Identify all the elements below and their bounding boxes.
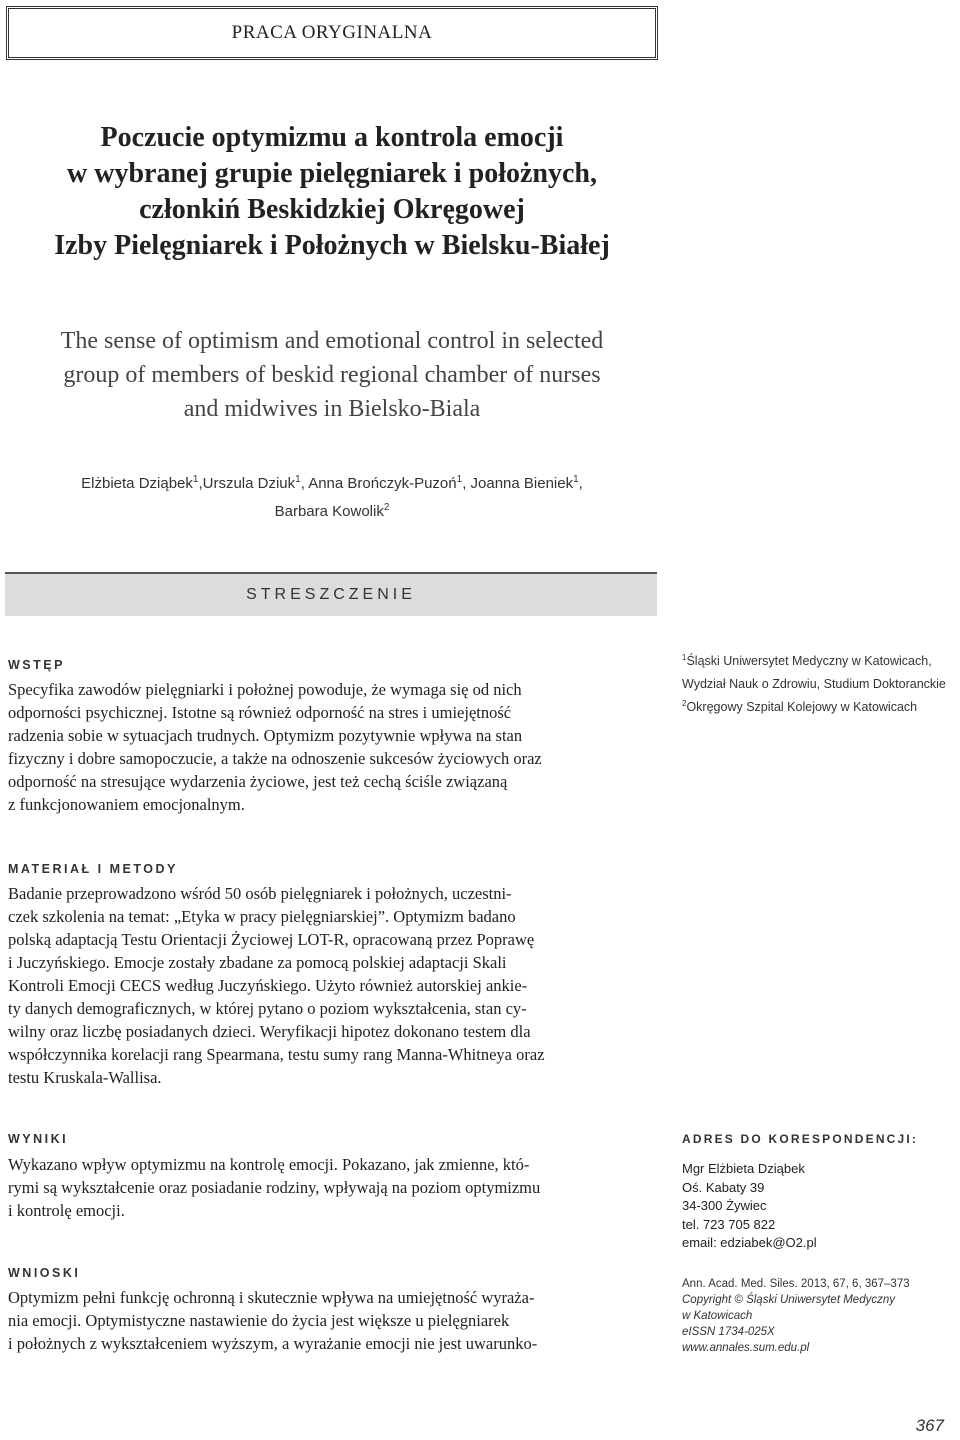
section-heading-results: WYNIKI	[8, 1132, 69, 1146]
author-affil-sup: 2	[383, 502, 390, 513]
page-number: 367	[915, 1416, 944, 1435]
affiliation-sup: 2	[682, 699, 687, 709]
section-body-introduction	[8, 678, 654, 816]
citation-copyright: Copyright © Śląski Uniwersytet Medyczny	[682, 1294, 895, 1306]
abstract-header-label: STRESZCZENIE	[246, 586, 416, 603]
body-line: ty danych demograficznych, w której pytano o poziom wykształcenia, stan cy-	[8, 999, 527, 1018]
body-line: testu Kruskala-Wallisa.	[8, 1068, 162, 1087]
correspondence-line: Oś. Kabaty 39	[682, 1179, 765, 1195]
citation-issn: eISSN 1734-025X	[682, 1326, 775, 1338]
section-heading-methods: MATERIAŁ I METODY	[8, 862, 178, 876]
title-english-line: and midwives in Bielsko-Biala	[183, 396, 481, 422]
correspondence-address	[682, 1160, 957, 1253]
affiliation-text: Wydział Nauk o Zdrowiu, Studium Doktoranckie	[682, 677, 946, 692]
author-affil-sup: 1	[456, 474, 463, 485]
author-name: , Anna Brończyk-Puzoń	[300, 475, 457, 492]
title-polish-line: Izby Pielęgniarek i Położnych w Bielsku-Białej	[54, 230, 610, 261]
body-line: nia emocji. Optymistyczne nastawienie do życia jest większe u pielęgniarek	[8, 1311, 510, 1330]
title-english-line: The sense of optimism and emotional control in selected	[60, 328, 604, 354]
title-polish-line: członkiń Beskidzkiej Okręgowej	[139, 194, 525, 225]
citation-block	[682, 1276, 957, 1356]
body-line: współczynnika korelacji rang Spearmana, testu sumy rang Manna-Whitneya oraz	[8, 1045, 545, 1064]
author-list	[0, 468, 664, 524]
author-name: ,Urszula Dziuk	[198, 475, 296, 492]
correspondence-line: tel. 723 705 822	[682, 1216, 776, 1232]
author-name: Elżbieta Dziąbek	[81, 475, 193, 492]
affiliation-text: Śląski Uniwersytet Medyczny w Katowicach,	[686, 654, 932, 669]
correspondence-heading: ADRES DO KORESPONDENCJI:	[682, 1132, 919, 1146]
citation-website-link[interactable]: www.annales.sum.edu.pl	[682, 1342, 810, 1354]
affiliation-text: Okręgowy Szpital Kolejowy w Katowicach	[686, 700, 918, 715]
author-line	[0, 468, 664, 496]
title-english-line: group of members of beskid regional chamber of nurses	[63, 362, 601, 388]
body-line: Optymizm pełni funkcję ochronną i skutecznie wpływa na umiejętność wyraża-	[8, 1288, 535, 1307]
body-line: i kontrolę emocji.	[8, 1201, 125, 1220]
section-heading-conclusions: WNIOSKI	[8, 1266, 81, 1280]
author-line	[0, 496, 664, 524]
body-line: wilny oraz liczbę posiadanych dzieci. Weryfikacji hipotez dokonano testem dla	[8, 1022, 531, 1041]
correspondence-line: 34-300 Żywiec	[682, 1198, 767, 1213]
affiliation-line	[682, 671, 957, 694]
correspondence-line: Mgr Elżbieta Dziąbek	[682, 1161, 805, 1176]
body-line: rymi są wykształcenie oraz posiadanie rodziny, wpływają na poziom optymizmu	[8, 1178, 541, 1197]
author-name: Barbara Kowolik	[274, 503, 384, 520]
section-body-methods	[8, 882, 654, 1089]
title-polish-line: w wybranej grupie pielęgniarek i położnych,	[67, 158, 597, 189]
body-line: radzenia sobie w sytuacjach trudnych. Optymizm pozytywnie wpływa na stan	[8, 726, 523, 745]
citation-copyright: w Katowicach	[682, 1310, 753, 1322]
body-line: Badanie przeprowadzono wśród 50 osób pielęgniarek i położnych, uczestni-	[8, 884, 512, 903]
title-polish	[0, 120, 664, 264]
body-line: Kontroli Emocji CECS według Juczyńskiego. Użyto również autorskiej ankie-	[8, 976, 528, 995]
abstract-header-bar	[5, 572, 657, 616]
section-heading-introduction: WSTĘP	[8, 658, 65, 672]
body-line: odporność na stresujące wydarzenia życiowe, jest też cechą ściśle związaną	[8, 772, 508, 791]
citation-journal: Ann. Acad. Med. Siles. 2013, 67, 6, 367–373	[682, 1278, 910, 1290]
author-affil-sup: 1	[295, 474, 301, 485]
title-polish-line: Poczucie optymizmu a kontrola emocji	[100, 122, 564, 153]
body-line: i położnych z wykształceniem wyższym, a wyrażanie emocji nie jest uwarunko-	[8, 1334, 538, 1353]
section-body-conclusions	[8, 1286, 654, 1355]
author-affil-sup: 1	[573, 474, 579, 485]
body-line: Specyfika zawodów pielęgniarki i położnej powoduje, że wymaga się od nich	[8, 680, 522, 699]
correspondence-email[interactable]: email: edziabek@O2.pl	[682, 1235, 817, 1250]
author-separator: ,	[578, 475, 583, 492]
body-line: Wykazano wpływ optymizmu na kontrolę emocji. Pokazano, jak zmienne, któ-	[8, 1155, 530, 1174]
article-type-label: PRACA ORYGINALNA	[231, 22, 433, 43]
affiliation-line	[682, 694, 957, 717]
body-line: czek szkolenia na temat: „Etyka w pracy pielęgniarskiej”. Optymizm badano	[8, 907, 516, 926]
body-line: i Juczyńskiego. Emocje zostały zbadane za pomocą polskiej adaptacji Skali	[8, 953, 507, 972]
section-body-results	[8, 1153, 654, 1222]
body-line: fizyczny i dobre samopoczucie, a także na odnoszenie sukcesów życiowych oraz	[8, 749, 542, 768]
body-line: odporności psychicznej. Istotne są również odporność na stres i umiejętność	[8, 703, 512, 722]
author-affil-sup: 1	[192, 474, 199, 485]
affiliations	[682, 648, 957, 717]
author-name: , Joanna Bieniek	[462, 475, 574, 492]
article-type-box	[6, 6, 658, 60]
body-line: z funkcjonowaniem emocjonalnym.	[8, 795, 245, 814]
title-english	[0, 324, 664, 426]
affiliation-sup: 1	[682, 653, 687, 662]
affiliation-line	[682, 648, 957, 671]
body-line: polską adaptacją Testu Orientacji Życiowej LOT-R, opracowaną przez Poprawę	[8, 930, 535, 949]
